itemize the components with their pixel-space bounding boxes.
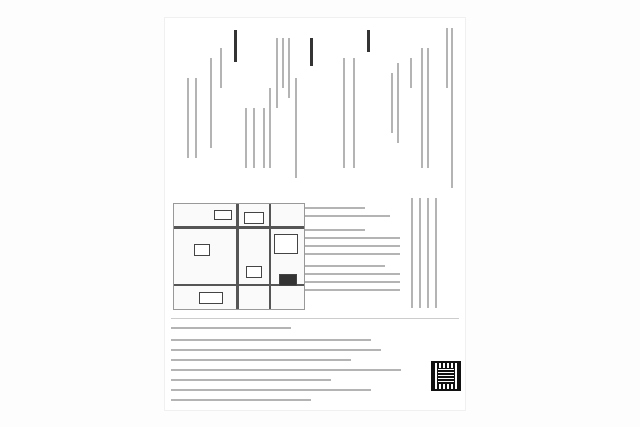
section-4-line <box>245 108 247 168</box>
access-info-line <box>305 281 400 283</box>
footer-line <box>171 349 381 351</box>
map-block <box>214 210 232 220</box>
qr-code <box>433 363 459 389</box>
footer <box>171 318 459 409</box>
section-1-heading-mark <box>410 58 412 88</box>
map-road <box>269 204 271 309</box>
notes-line <box>411 198 413 308</box>
map-road <box>236 204 239 309</box>
footer-title-mark <box>171 327 291 329</box>
footer-line <box>171 369 401 371</box>
section-3-line <box>295 78 297 178</box>
map-block <box>199 292 223 304</box>
footer-line <box>171 359 351 361</box>
section-2-line <box>343 58 345 168</box>
section-3-heading-mark <box>310 38 313 66</box>
notes-line <box>435 198 437 308</box>
access-info-line <box>305 207 365 209</box>
section-1-line <box>427 48 429 168</box>
section-1-line <box>421 48 423 168</box>
venue-map <box>173 203 305 310</box>
footer-line <box>171 389 371 391</box>
map-block <box>246 266 262 278</box>
access-info-line <box>305 237 400 239</box>
flyer-sheet <box>165 18 465 410</box>
section-3-line <box>276 38 278 108</box>
section-3-line <box>269 88 271 168</box>
section-4-line <box>253 108 255 168</box>
section-3-line <box>282 38 284 88</box>
section-4-heading-mark <box>234 30 237 62</box>
notes-line <box>419 198 421 308</box>
footer-line <box>171 339 371 341</box>
access-info <box>305 203 405 308</box>
header-strip-line <box>451 28 453 188</box>
map-road <box>174 226 304 229</box>
access-info-line <box>305 245 400 247</box>
section-1-line <box>391 73 393 133</box>
header-strip-line <box>446 28 448 88</box>
map-block <box>194 244 210 256</box>
footer-line <box>171 379 331 381</box>
access-info-line <box>305 273 400 275</box>
map-block <box>274 234 298 254</box>
access-info-line <box>305 215 390 217</box>
venue-marker <box>279 274 297 286</box>
section-3-line <box>288 38 290 98</box>
section-4-line <box>187 78 189 158</box>
section-4-line <box>220 48 222 88</box>
section-4-line <box>195 78 197 158</box>
section-3-line <box>263 108 265 168</box>
access-info-line <box>305 265 385 267</box>
section-2-line <box>353 58 355 168</box>
footer-line <box>171 399 311 401</box>
section-1-line <box>397 63 399 143</box>
map-block <box>244 212 264 224</box>
access-info-line <box>305 253 400 255</box>
notes-line <box>427 198 429 308</box>
access-info-line <box>305 229 365 231</box>
section-2-heading-mark <box>367 30 370 52</box>
access-info-line <box>305 289 400 291</box>
section-4-line <box>210 58 212 148</box>
